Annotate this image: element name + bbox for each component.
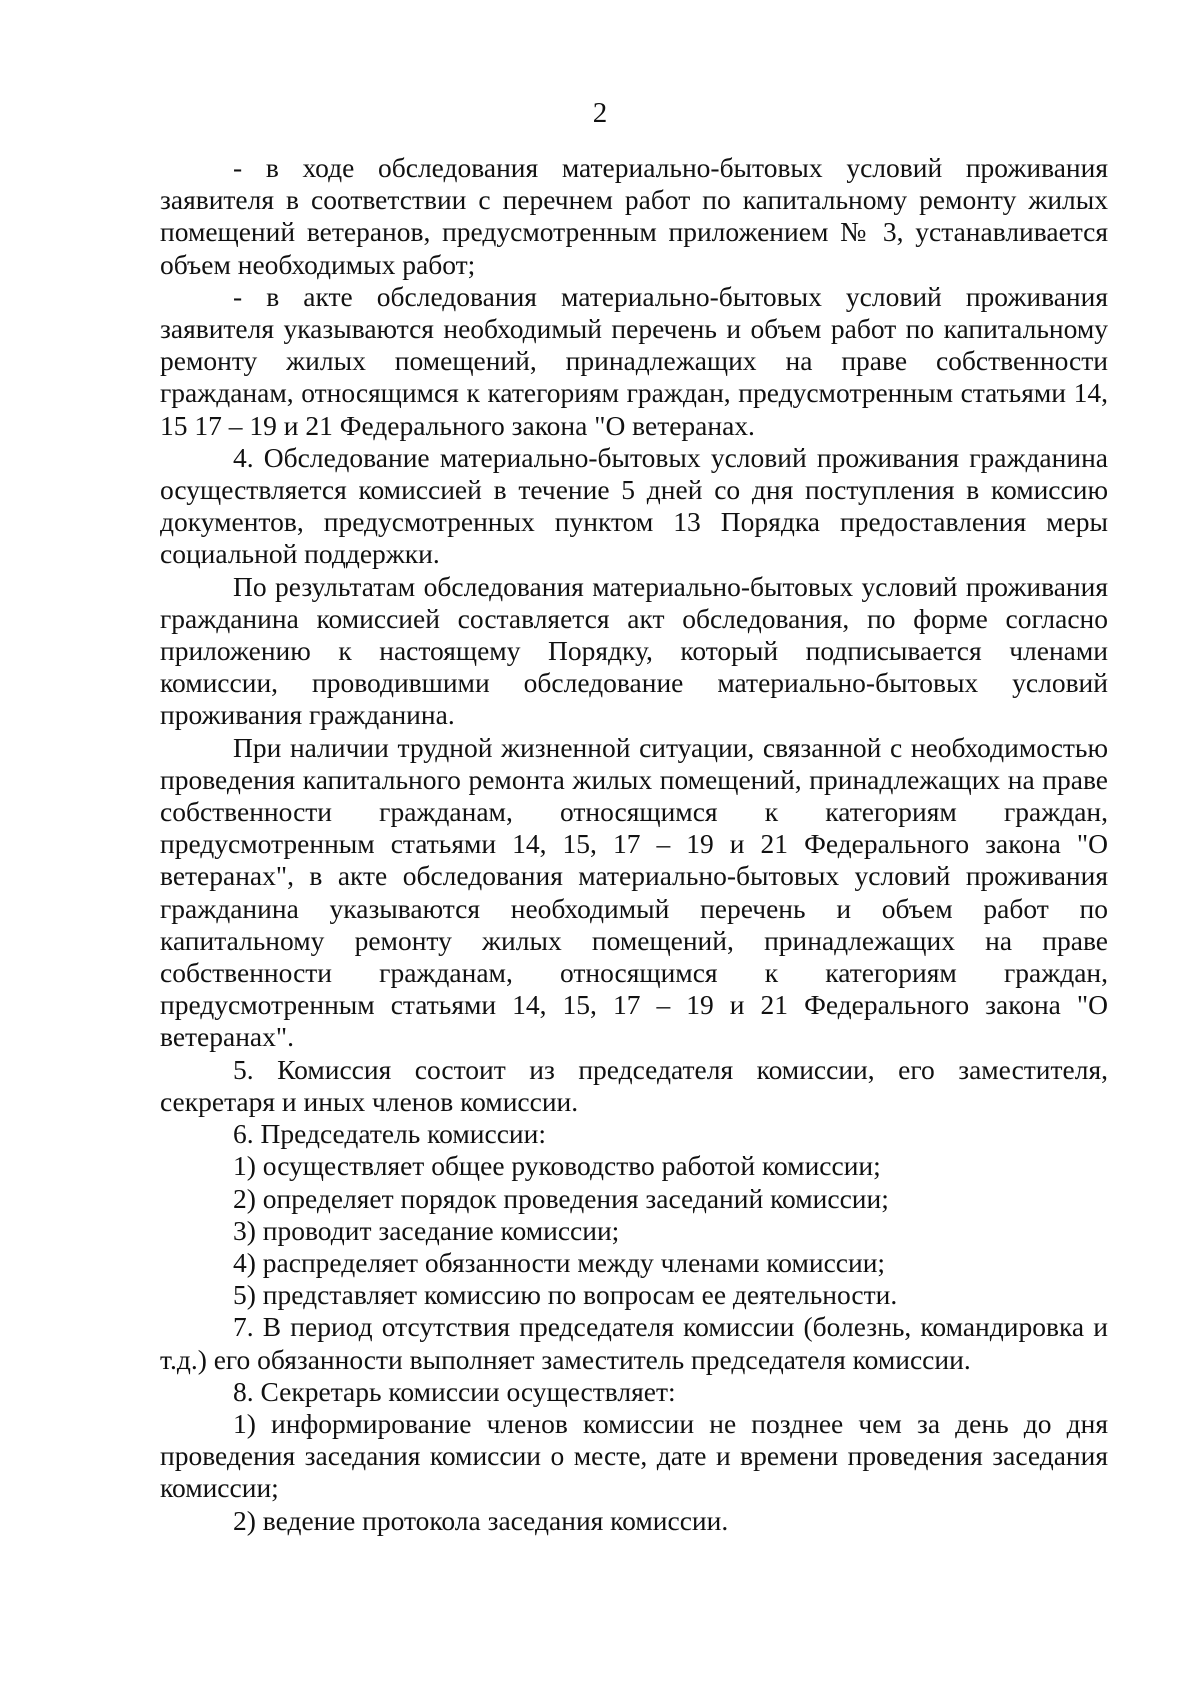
list-item-8-1: 1) информирование членов комиссии не позднее чем за день до дня проведения заседания комиссии о месте, дате и времени проведения заседания комиссии; [160,1407,1108,1504]
list-item-6-4: 4) распределяет обязанности между членами комиссии; [233,1246,886,1278]
paragraph-item-6: 6. Председатель комиссии: [233,1118,546,1150]
paragraph-survey-act-list: - в акте обследования материально-бытовых условий проживания заявителя указываются необходимый перечень и объем работ по капитальному ремонту жилых помещений, принадлежащих на праве собственности гражданам, относящимся к категориям граждан, предусмотренным статьями 14, 15 17 – 19 и 21 Федерального закона "О ветеранах. [160,280,1108,441]
document-body [160,152,1108,1537]
list-item-6-5: 5) представляет комиссию по вопросам ее деятельности. [233,1279,898,1311]
list-item-6-1: 1) осуществляет общее руководство работой комиссии; [233,1150,881,1182]
paragraph-survey-results: По результатам обследования материально-бытовых условий проживания гражданина комиссией составляется акт обследования, по форме согласно приложению к настоящему Порядку, который подписывается членами комиссии, проводившими обследование материально-бытовых условий проживания гражданина. [160,570,1108,731]
page-number: 2 [592,97,608,129]
paragraph-hardship: При наличии трудной жизненной ситуации, связанной с необходимостью проведения капитального ремонта жилых помещений, принадлежащих на праве собственности гражданам, относящимся к категориям граждан, предусмотренным статьями 14, 15, 17 – 19 и 21 Федерального закона "О ветеранах", в акте обследования материально-бытовых условий проживания гражданина указываются необходимый перечень и объем работ по капитальному ремонту жилых помещений, принадлежащих на праве собственности гражданам, относящимся к категориям граждан, предусмотренным статьями 14, 15, 17 – 19 и 21 Федерального закона "О ветеранах". [160,731,1108,1053]
paragraph-item-4: 4. Обследование материально-бытовых условий проживания гражданина осуществляется комиссией в течение 5 дней со дня поступления в комиссию документов, предусмотренных пунктом 13 Порядка предоставления меры социальной поддержки. [160,441,1108,570]
list-item-8-2: 2) ведение протокола заседания комиссии. [233,1504,729,1536]
list-item-6-3: 3) проводит заседание комиссии; [233,1214,620,1246]
paragraph-item-7: 7. В период отсутствия председателя комиссии (болезнь, командировка и т.д.) его обязанности выполняет заместитель председателя комиссии. [160,1311,1108,1375]
paragraph-survey-scope: - в ходе обследования материально-бытовых условий проживания заявителя в соответствии с перечнем работ по капитальному ремонту жилых помещений ветеранов, предусмотренным приложением № 3, устанавливается объем необходимых работ; [160,152,1108,280]
paragraph-item-8: 8. Секретарь комиссии осуществляет: [233,1375,676,1407]
paragraph-item-5: 5. Комиссия состоит из председателя комиссии, его заместителя, секретаря и иных членов комиссии. [160,1053,1108,1117]
list-item-6-2: 2) определяет порядок проведения заседаний комиссии; [233,1182,889,1214]
